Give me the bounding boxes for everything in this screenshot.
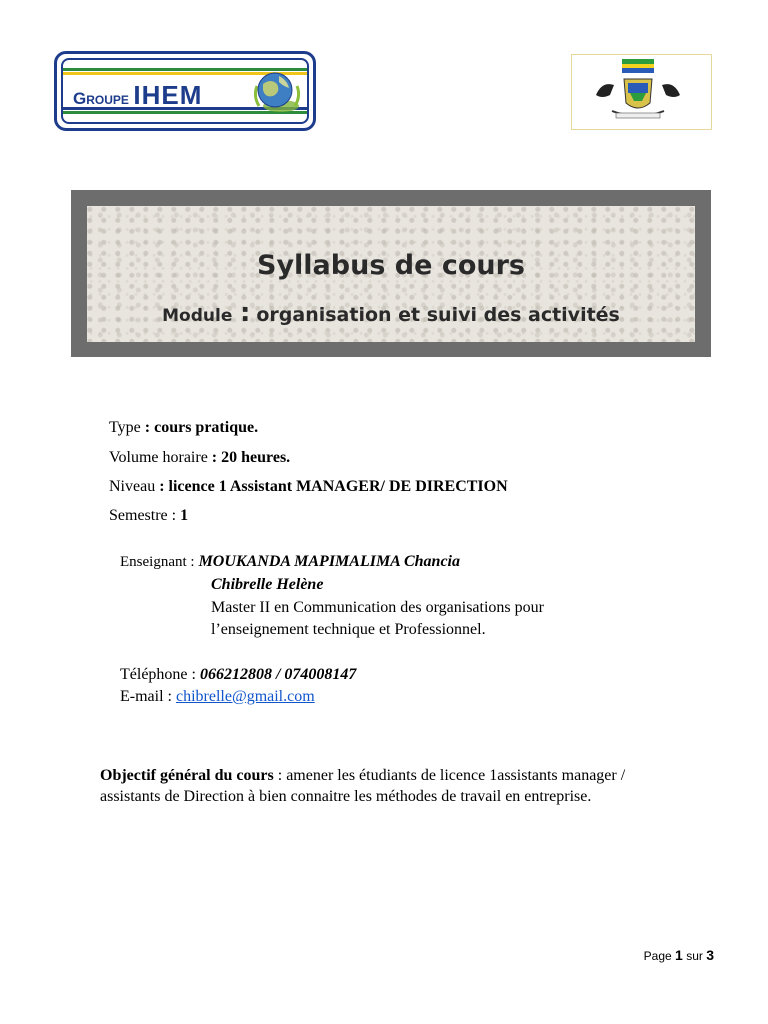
page-footer <box>644 947 714 963</box>
phone-value: 066212808 / 074008147 <box>199 666 357 683</box>
phone-line <box>120 666 356 684</box>
title-panel <box>87 206 695 342</box>
objective-paragraph <box>100 765 660 807</box>
semestre-line <box>109 507 188 525</box>
phone-label: Téléphone : <box>120 666 196 683</box>
page-word: Page <box>643 949 672 963</box>
objective-label: Objectif général du cours <box>100 767 274 784</box>
module-title: organisation et suivi des activités <box>256 304 620 326</box>
module-line <box>87 298 695 328</box>
logo-word-groupe: Groupe <box>73 89 129 108</box>
of-word: sur <box>686 949 703 963</box>
email-link[interactable]: chibrelle@gmail.com <box>175 688 315 705</box>
teacher-label: Enseignant : <box>120 554 195 570</box>
gabon-emblem-icon <box>572 55 711 129</box>
type-value: : cours pratique. <box>144 419 259 436</box>
title-frame <box>71 190 711 357</box>
module-colon: : <box>239 298 251 328</box>
logo-word-ihem: IHEM <box>133 80 203 110</box>
teacher-name-1: MOUKANDA MAPIMALIMA Chancia <box>198 553 460 570</box>
semestre-value: 1 <box>180 507 189 524</box>
volume-label: Volume horaire <box>109 449 208 466</box>
teacher-degree-line-2: l’enseignement technique et Professionnel. <box>211 621 486 638</box>
niveau-value: : licence 1 Assistant MANAGER/ DE DIRECTION <box>159 478 508 495</box>
email-line <box>120 688 315 706</box>
volume-line <box>109 449 290 467</box>
page-number: 1 <box>675 947 683 963</box>
logo-text <box>73 80 202 111</box>
page-total: 3 <box>706 947 714 963</box>
niveau-label: Niveau <box>109 478 156 495</box>
teacher-line <box>120 553 460 571</box>
groupe-ihem-logo <box>54 51 316 131</box>
email-label: E-mail : <box>120 688 172 705</box>
objective-text: : amener les étudiants de licence 1assistants manager / assistants de Direction à bien connaitre les méthodes de travail en entreprise. <box>100 767 626 805</box>
teacher-degree-line-1: Master II en Communication des organisations pour <box>211 599 544 616</box>
semestre-label: Semestre : <box>109 507 177 524</box>
type-line <box>109 419 258 437</box>
document-title: Syllabus de cours <box>257 250 525 281</box>
module-label: Module <box>162 306 233 326</box>
teacher-name-2: Chibrelle Helène <box>211 576 324 593</box>
type-label: Type <box>109 419 141 436</box>
niveau-line <box>109 478 508 496</box>
coat-of-arms-image <box>571 54 712 130</box>
volume-value: : 20 heures. <box>211 449 291 466</box>
globe-icon <box>243 66 303 118</box>
